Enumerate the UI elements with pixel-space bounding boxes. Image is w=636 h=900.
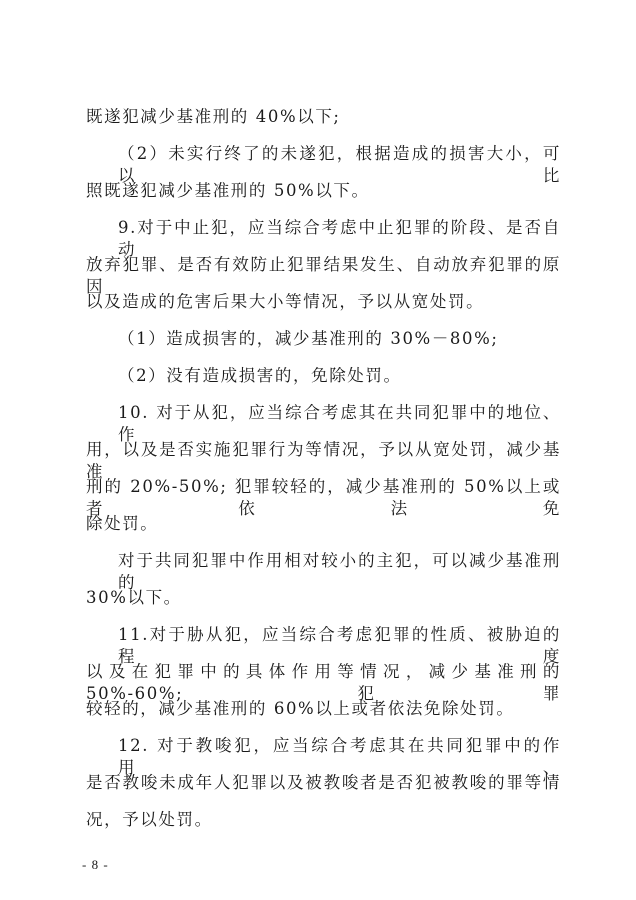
text-line-4: 9.对于中止犯，应当综合考虑中止犯罪的阶段、是否自动 <box>118 218 561 259</box>
page-number: - 8 - <box>82 857 109 872</box>
text-line-5: 放弃犯罪、是否有效防止犯罪结果发生、自动放弃犯罪的原因 <box>86 255 561 296</box>
text-line-11: 刑的 20%-50%; 犯罪较轻的，减少基准刑的 50%以上或者依法免 <box>86 477 561 518</box>
text-line-7: （1）造成损害的，减少基准刑的 30%－80%; <box>118 329 499 348</box>
text-line-19: 是否教唆未成年人犯罪以及被教唆者是否犯被教唆的罪等情 <box>86 773 561 792</box>
text-line-9: 10. 对于从犯，应当综合考虑其在共同犯罪中的地位、作 <box>118 403 561 444</box>
text-line-15: 11.对于胁从犯，应当综合考虑犯罪的性质、被胁迫的程度 <box>118 625 561 666</box>
text-line-14: 30%以下。 <box>86 588 182 607</box>
text-line-12: 除处罚。 <box>86 514 159 533</box>
text-line-18: 12. 对于教唆犯，应当综合考虑其在共同犯罪中的作用、 <box>118 736 561 777</box>
text-line-10: 用，以及是否实施犯罪行为等情况，予以从宽处罚，减少基准 <box>86 440 561 481</box>
text-line-13: 对于共同犯罪中作用相对较小的主犯，可以减少基准刑的 <box>118 551 561 592</box>
text-line-3: 照既遂犯减少基准刑的 50%以下。 <box>86 181 370 200</box>
text-line-6: 以及造成的危害后果大小等情况，予以从宽处罚。 <box>86 292 485 311</box>
text-line-2: （2）未实行终了的未遂犯，根据造成的损害大小，可以比 <box>118 144 561 185</box>
text-line-20: 况，予以处罚。 <box>86 810 213 829</box>
text-line-16: 以及在犯罪中的具体作用等情况，减少基准刑的 50%-60%; 犯罪 <box>86 662 561 703</box>
text-line-1: 既遂犯减少基准刑的 40%以下; <box>86 107 341 126</box>
text-line-17: 较轻的，减少基准刑的 60%以上或者依法免除处罚。 <box>86 699 515 718</box>
text-line-8: （2）没有造成损害的，免除处罚。 <box>118 366 402 385</box>
